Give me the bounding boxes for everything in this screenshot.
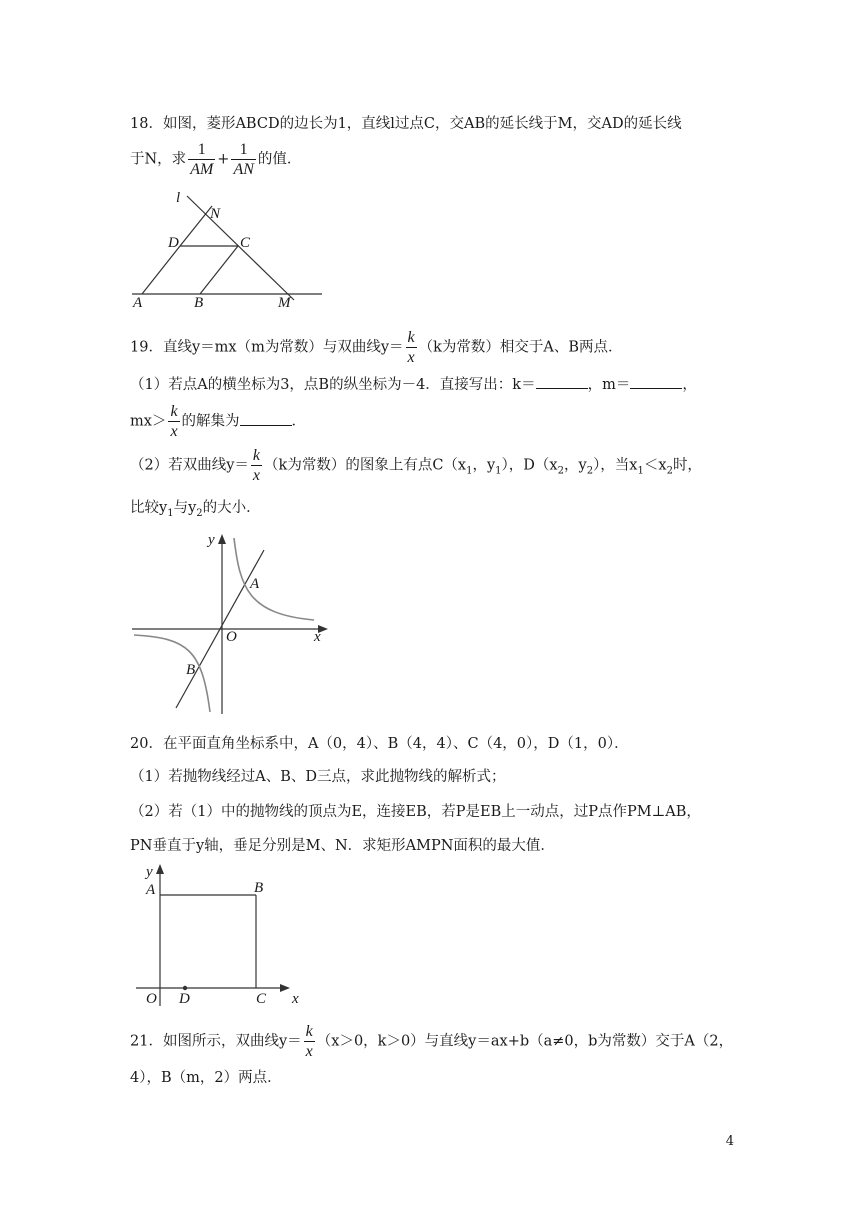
fraction-1-am: $\frac{1}{AM}$	[190, 141, 214, 178]
label-a: A	[146, 882, 156, 898]
label-o: O	[146, 991, 157, 1007]
hyperbola-figure	[130, 528, 340, 718]
label-b: B	[186, 662, 196, 678]
fraction-1-an: $\frac{1}{AN}$	[233, 141, 254, 178]
label-x: x	[292, 991, 299, 1007]
q18-text: 于N，求	[130, 151, 187, 168]
q21-line1: 21．如图所示，双曲线y＝ $\frac{k}{x}$ （x＞0，k＞0）与直线y＝ax+b（a≠0，b为常数）交于A（2，	[130, 1023, 734, 1060]
label-n: N	[210, 206, 221, 222]
label-d: D	[179, 991, 190, 1007]
label-c: C	[240, 235, 251, 251]
label-x: x	[314, 629, 321, 645]
label-b: B	[254, 880, 264, 896]
answer-blank-solution[interactable]	[240, 413, 292, 426]
answer-blank-k[interactable]	[536, 376, 588, 389]
page-number: 4	[725, 1134, 734, 1149]
q20-line3: （2）若（1）中的抛物线的顶点为E，连接EB，若P是EB上一动点，过P点作PM⊥AB，	[130, 804, 701, 820]
q19-line2: （1）若点A的横坐标为3，点B的纵坐标为－4．直接写出：k＝ ，m＝ ，	[130, 377, 697, 393]
label-a: A	[250, 576, 260, 592]
label-b: B	[194, 295, 204, 311]
label-o: O	[226, 629, 237, 645]
answer-blank-m[interactable]	[630, 376, 682, 389]
label-c: C	[256, 991, 267, 1007]
q19-line5: 比较$y_1$与$y_2$的大小．	[130, 500, 261, 519]
fraction-k-over-x: $\frac{k}{x}$	[305, 1023, 313, 1060]
q18-text-end: 的值．	[257, 151, 302, 168]
q20-line2: （1）若抛物线经过A、B、D三点，求此抛物线的解析式；	[130, 769, 506, 785]
fraction-k-over-x: $\frac{k}{x}$	[407, 329, 415, 366]
q20-line1: 20．在平面直角坐标系中，A（0，4）、B（4，4）、C（4，0），D（1，0）．	[130, 736, 629, 752]
fraction-k-over-x: $\frac{k}{x}$	[252, 447, 261, 484]
rhombus-figure	[130, 190, 330, 315]
fraction-k-over-x: $\frac{k}{x}$	[170, 403, 178, 440]
q19-line1: 19．直线y＝mx（m为常数）与双曲线y＝ $\frac{k}{x}$ （k为常数）相交于A、B两点．	[130, 329, 623, 366]
q19-line4: （2）若双曲线y＝ $\frac{k}{x}$ （k为常数）的图象上有点$C(x_1$，$y_1$），$D(x_2$，$y_2$），当$x_1<x_2$时，	[130, 447, 702, 484]
label-y: y	[146, 864, 153, 880]
label-m: M	[278, 295, 291, 311]
q20-line4: PN垂直于y轴，垂足分别是M、N．求矩形AMPN面积的最大值．	[130, 838, 555, 854]
label-y: y	[208, 532, 215, 548]
label-l: l	[176, 190, 181, 206]
label-a: A	[133, 295, 143, 311]
q19-line3: mx＞ $\frac{k}{x}$ 的解集为 ．	[130, 403, 307, 440]
coordinate-rectangle-figure	[130, 858, 310, 1008]
q18-line2	[130, 140, 301, 179]
q18-line1: 18．如图，菱形ABCD的边长为1，直线l过点C，交AB的延长线于M，交AD的延长线	[130, 116, 682, 132]
label-d: D	[168, 235, 179, 251]
plus-sign: +	[217, 151, 230, 168]
q21-line2: 4），B（m，2）两点．	[130, 1070, 282, 1086]
